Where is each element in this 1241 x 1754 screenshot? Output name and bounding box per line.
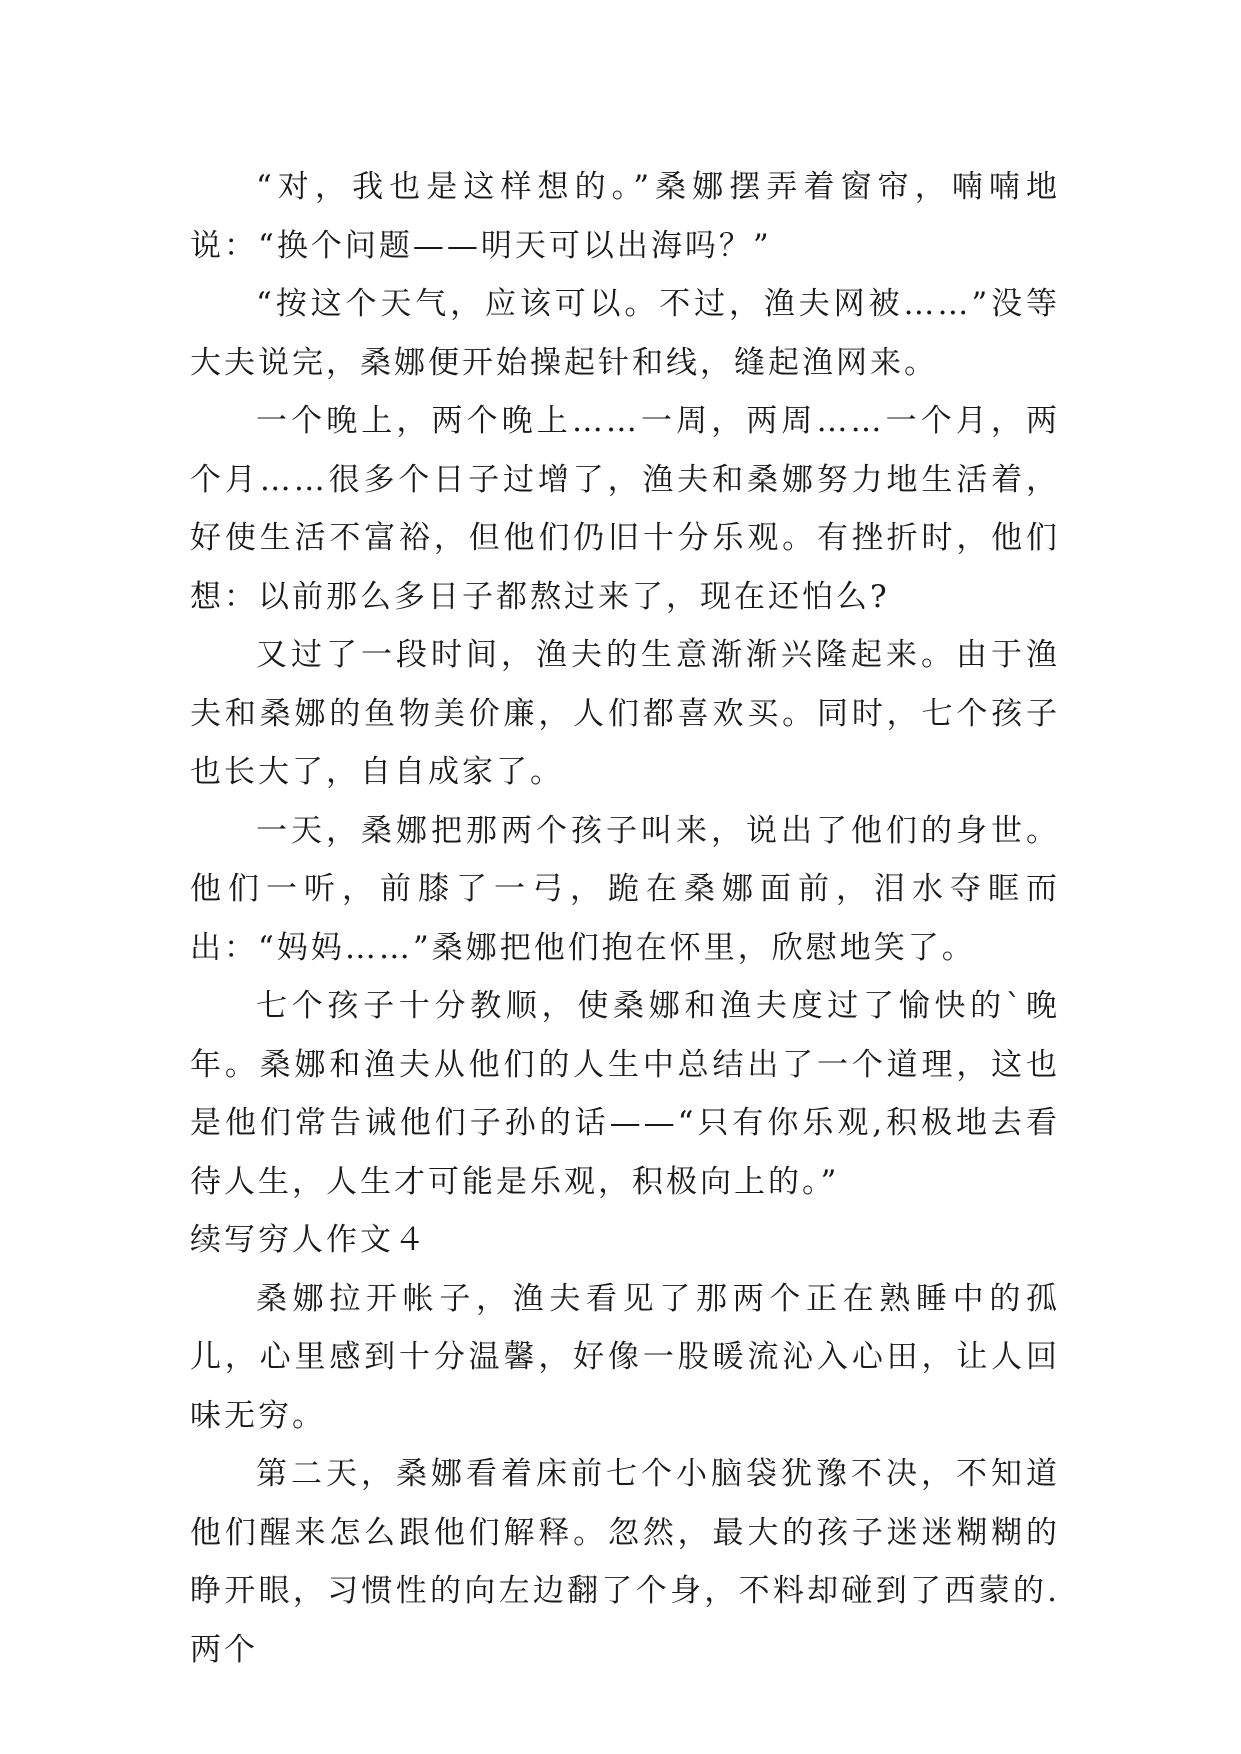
paragraph-7: 桑娜拉开帐子，渔夫看见了那两个正在熟睡中的孤儿，心里感到十分温馨，好像一股暖流沁入心田，让人回味无穷。 <box>190 1280 1060 1434</box>
paragraph-8: 第二天，桑娜看着床前七个小脑袋犹豫不决，不知道他们醒来怎么跟他们解释。忽然，最大的孩子迷迷糊糊的睁开眼，习惯性的向左边翻了个身，不料却碰到了西蒙的.两个 <box>190 1456 1060 1668</box>
paragraph-4: 又过了一段时间，渔夫的生意渐渐兴隆起来。由于渔夫和桑娜的鱼物美价廉，人们都喜欢买。同时，七个孩子也长大了，自自成家了。 <box>190 637 1060 790</box>
paragraph-2: “按这个天气，应该可以。不过，渔夫网被……”没等大夫说完，桑娜便开始操起针和线，缝起渔网来。 <box>190 286 1060 381</box>
paragraph-3: 一个晚上，两个晚上……一周，两周……一个月，两个月……很多个日子过增了，渔夫和桑娜努力地生活着，好使生活不富裕，但他们仍旧十分乐观。有挫折时，他们想：以前那么多日子都熬过来了，现在还怕么? <box>190 403 1060 615</box>
paragraph-5: 一天，桑娜把那两个孩子叫来，说出了他们的身世。他们一听，前膝了一弓，跪在桑娜面前，泪水夺眶而出：“妈妈……”桑娜把他们抱在怀里，欣慰地笑了。 <box>190 812 1060 966</box>
paragraph-1: “对，我也是这样想的。”桑娜摆弄着窗帘，喃喃地说：“换个问题——明天可以出海吗？” <box>190 169 1060 264</box>
paragraph-6: 七个孩子十分教顺，使桑娜和渔夫度过了愉快的`晚年。桑娜和渔夫从他们的人生中总结出了一个道理，这也是他们常告诫他们子孙的话——“只有你乐观,积极地去看待人生，人生才可能是乐观，积极向上的。” <box>190 988 1060 1200</box>
section-heading: 续写穷人作文４ <box>190 1222 428 1258</box>
document-body <box>190 158 1060 1679</box>
